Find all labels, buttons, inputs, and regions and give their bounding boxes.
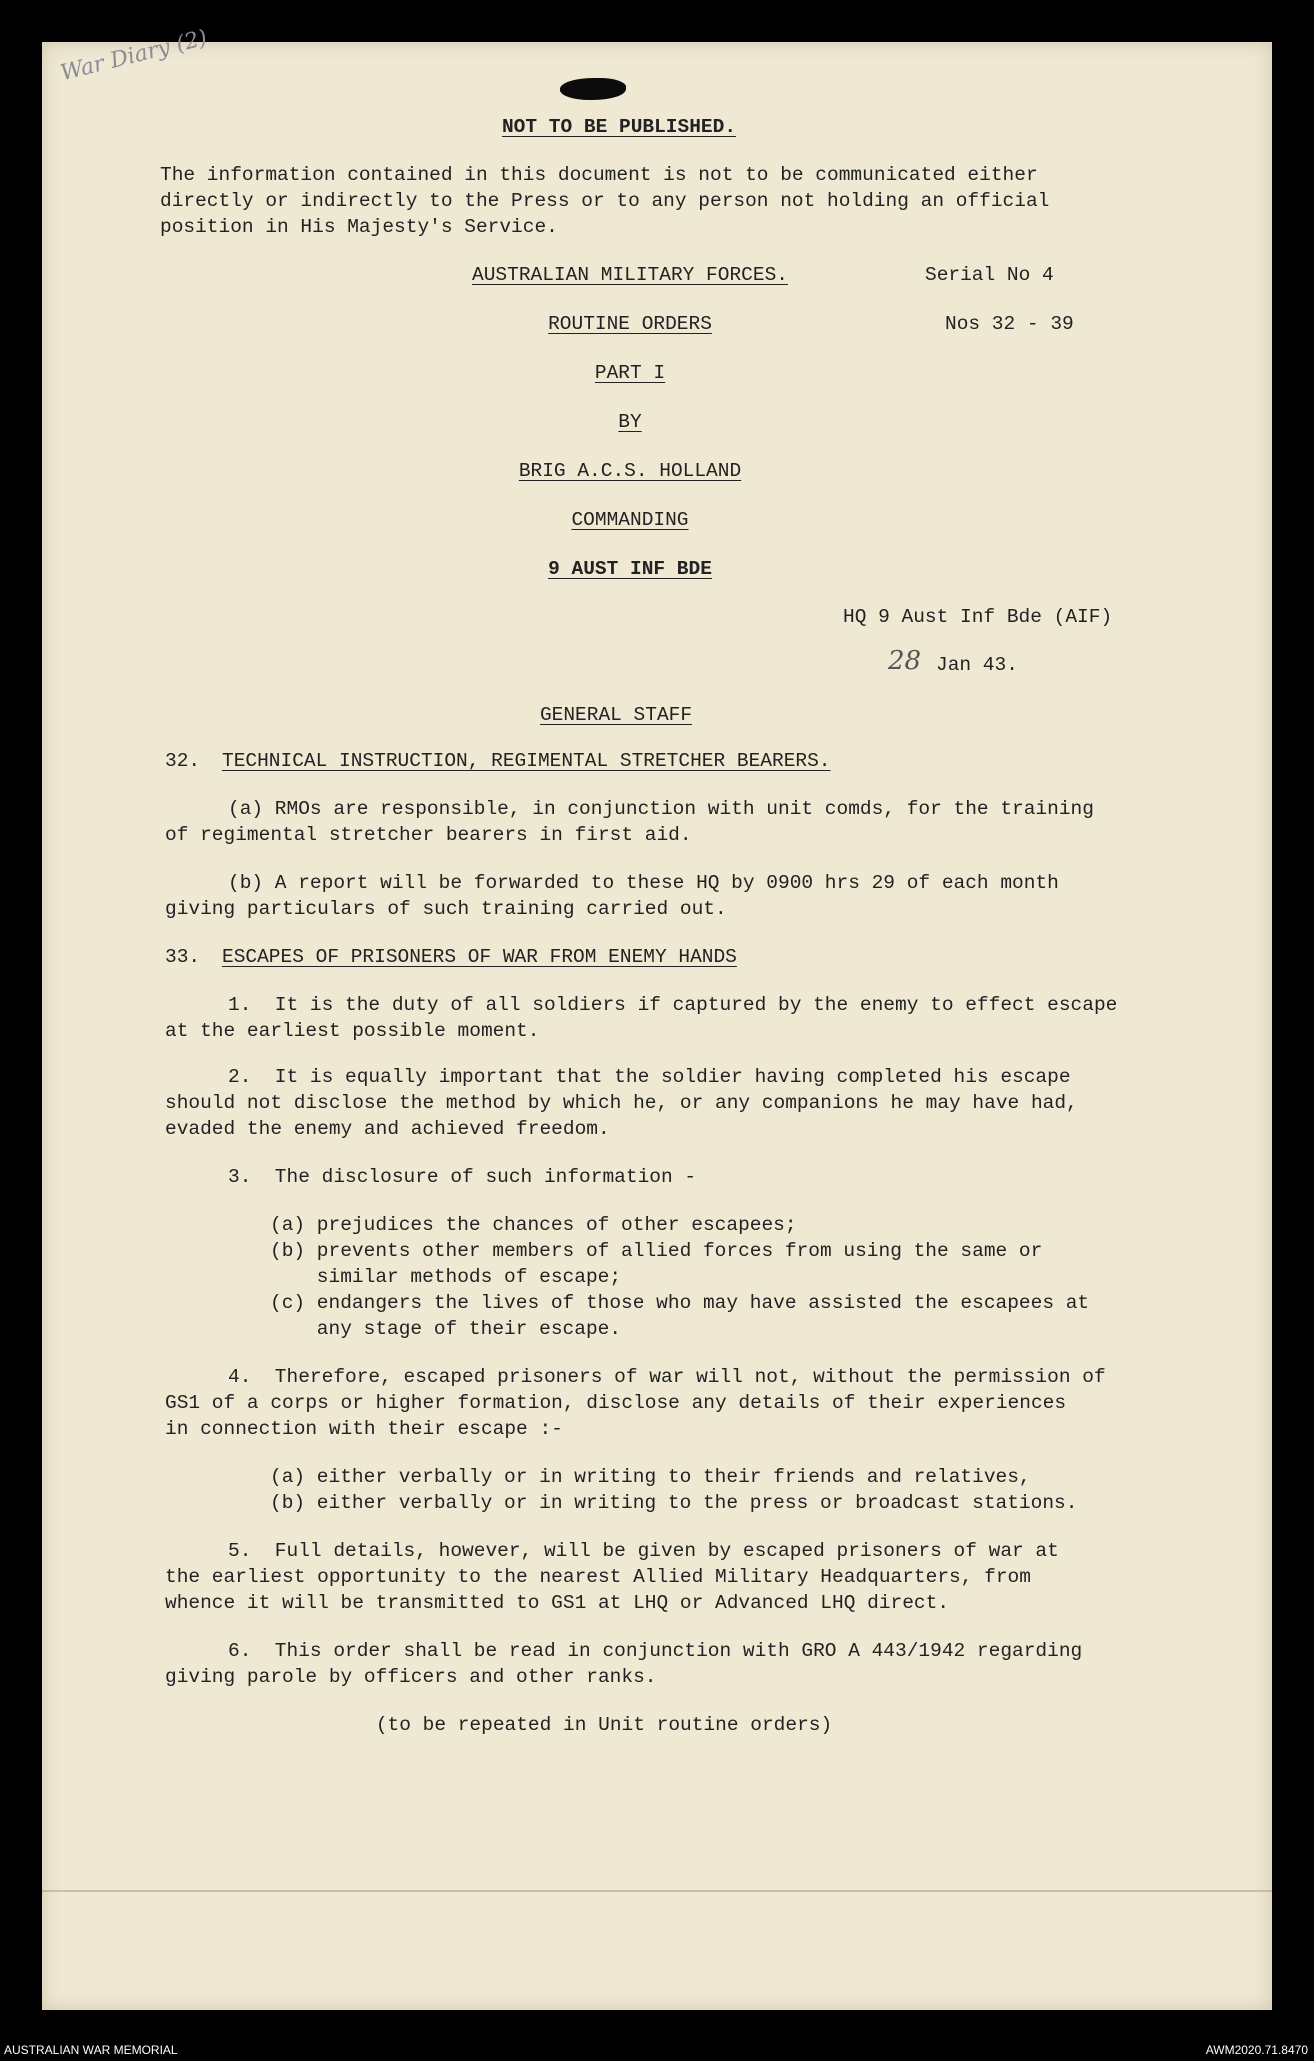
order-33-number: 33. bbox=[165, 946, 201, 968]
routine-orders-heading: ROUTINE ORDERS bbox=[548, 313, 712, 335]
order-33-para-4: GS1 of a corps or higher formation, disclose any details of their experiences bbox=[165, 1392, 1067, 1414]
order-33-para-3-item: any stage of their escape. bbox=[270, 1318, 622, 1340]
order-numbers: Nos 32 - 39 bbox=[945, 313, 1074, 335]
section-title: GENERAL STAFF bbox=[539, 704, 693, 726]
order-33-para-4-item: (a) either verbally or in writing to their friends and relatives, bbox=[270, 1466, 1031, 1488]
handwritten-annotation: War Diary (2) bbox=[58, 25, 210, 87]
order-33-para-5: whence it will be transmitted to GS1 at LHQ or Advanced LHQ direct. bbox=[165, 1592, 950, 1614]
order-32-para-a: of regimental stretcher bearers in first aid. bbox=[165, 824, 692, 846]
part-heading: PART I bbox=[594, 362, 666, 384]
notice-line: The information contained in this document is not to be communicated either bbox=[160, 164, 1038, 186]
order-33-para-2: evaded the enemy and achieved freedom. bbox=[165, 1118, 610, 1140]
notice-line: position in His Majesty's Service. bbox=[160, 216, 558, 238]
order-33-para-4-item: (b) either verbally or in writing to the press or broadcast stations. bbox=[270, 1492, 1078, 1514]
order-33-title: ESCAPES OF PRISONERS OF WAR FROM ENEMY HANDS bbox=[222, 946, 737, 968]
order-33-para-5: 5. Full details, however, will be given by escaped prisoners of war at bbox=[228, 1540, 1059, 1562]
order-32-number: 32. bbox=[165, 750, 201, 772]
order-33-para-6: giving parole by officers and other ranks. bbox=[165, 1666, 657, 1688]
order-33-para-4: in connection with their escape :- bbox=[165, 1418, 563, 1440]
hq-line: HQ 9 Aust Inf Bde (AIF) bbox=[843, 606, 1113, 628]
unit-heading: 9 AUST INF BDE bbox=[548, 558, 712, 580]
document-title: NOT TO BE PUBLISHED. bbox=[501, 116, 737, 138]
order-33-para-3-item: (b) prevents other members of allied forces from using the same or bbox=[270, 1240, 1043, 1262]
serial-number: Serial No 4 bbox=[925, 264, 1054, 286]
order-33-para-3-item: similar methods of escape; bbox=[270, 1266, 622, 1288]
repeat-note: (to be repeated in Unit routine orders) bbox=[375, 1714, 833, 1736]
by-heading: BY bbox=[618, 411, 642, 433]
order-33-para-2: 2. It is equally important that the soldier having completed his escape bbox=[228, 1066, 1071, 1088]
org-heading: AUSTRALIAN MILITARY FORCES. bbox=[472, 264, 788, 286]
footer-accession-number: AWM2020.71.8470 bbox=[1205, 2043, 1308, 2057]
order-32-title: TECHNICAL INSTRUCTION, REGIMENTAL STRETCHER BEARERS. bbox=[222, 750, 831, 772]
date-line: Jan 43. bbox=[936, 654, 1018, 676]
order-33-para-3-item: (c) endangers the lives of those who may have assisted the escapees at bbox=[270, 1292, 1090, 1314]
order-33-para-4: 4. Therefore, escaped prisoners of war will not, without the permission of bbox=[228, 1366, 1106, 1388]
date-day-handwritten: 28 bbox=[888, 646, 922, 676]
order-33-para-1: 1. It is the duty of all soldiers if captured by the enemy to effect escape bbox=[228, 994, 1118, 1016]
order-33-para-3: 3. The disclosure of such information - bbox=[228, 1166, 697, 1188]
order-32-para-b: giving particulars of such training carried out. bbox=[165, 898, 727, 920]
order-33-para-6: 6. This order shall be read in conjunction with GRO A 443/1942 regarding bbox=[228, 1640, 1083, 1662]
order-32-para-a: (a) RMOs are responsible, in conjunction with unit comds, for the training bbox=[228, 798, 1094, 820]
order-33-para-2: should not disclose the method by which he, or any companions he may have had, bbox=[165, 1092, 1078, 1114]
order-32-para-b: (b) A report will be forwarded to these HQ by 0900 hrs 29 of each month bbox=[228, 872, 1059, 894]
commander-name: BRIG A.C.S. HOLLAND bbox=[518, 460, 742, 482]
order-33-para-5: the earliest opportunity to the nearest Allied Military Headquarters, from bbox=[165, 1566, 1031, 1588]
commanding-heading: COMMANDING bbox=[571, 509, 689, 531]
ink-blot bbox=[560, 78, 626, 100]
footer-credit: AUSTRALIAN WAR MEMORIAL bbox=[4, 2043, 178, 2057]
order-33-para-1: at the earliest possible moment. bbox=[165, 1020, 540, 1042]
paper-fold-line bbox=[42, 1890, 1272, 1892]
order-33-para-3-item: (a) prejudices the chances of other escapees; bbox=[270, 1214, 797, 1236]
notice-line: directly or indirectly to the Press or to any person not holding an official bbox=[160, 190, 1050, 212]
